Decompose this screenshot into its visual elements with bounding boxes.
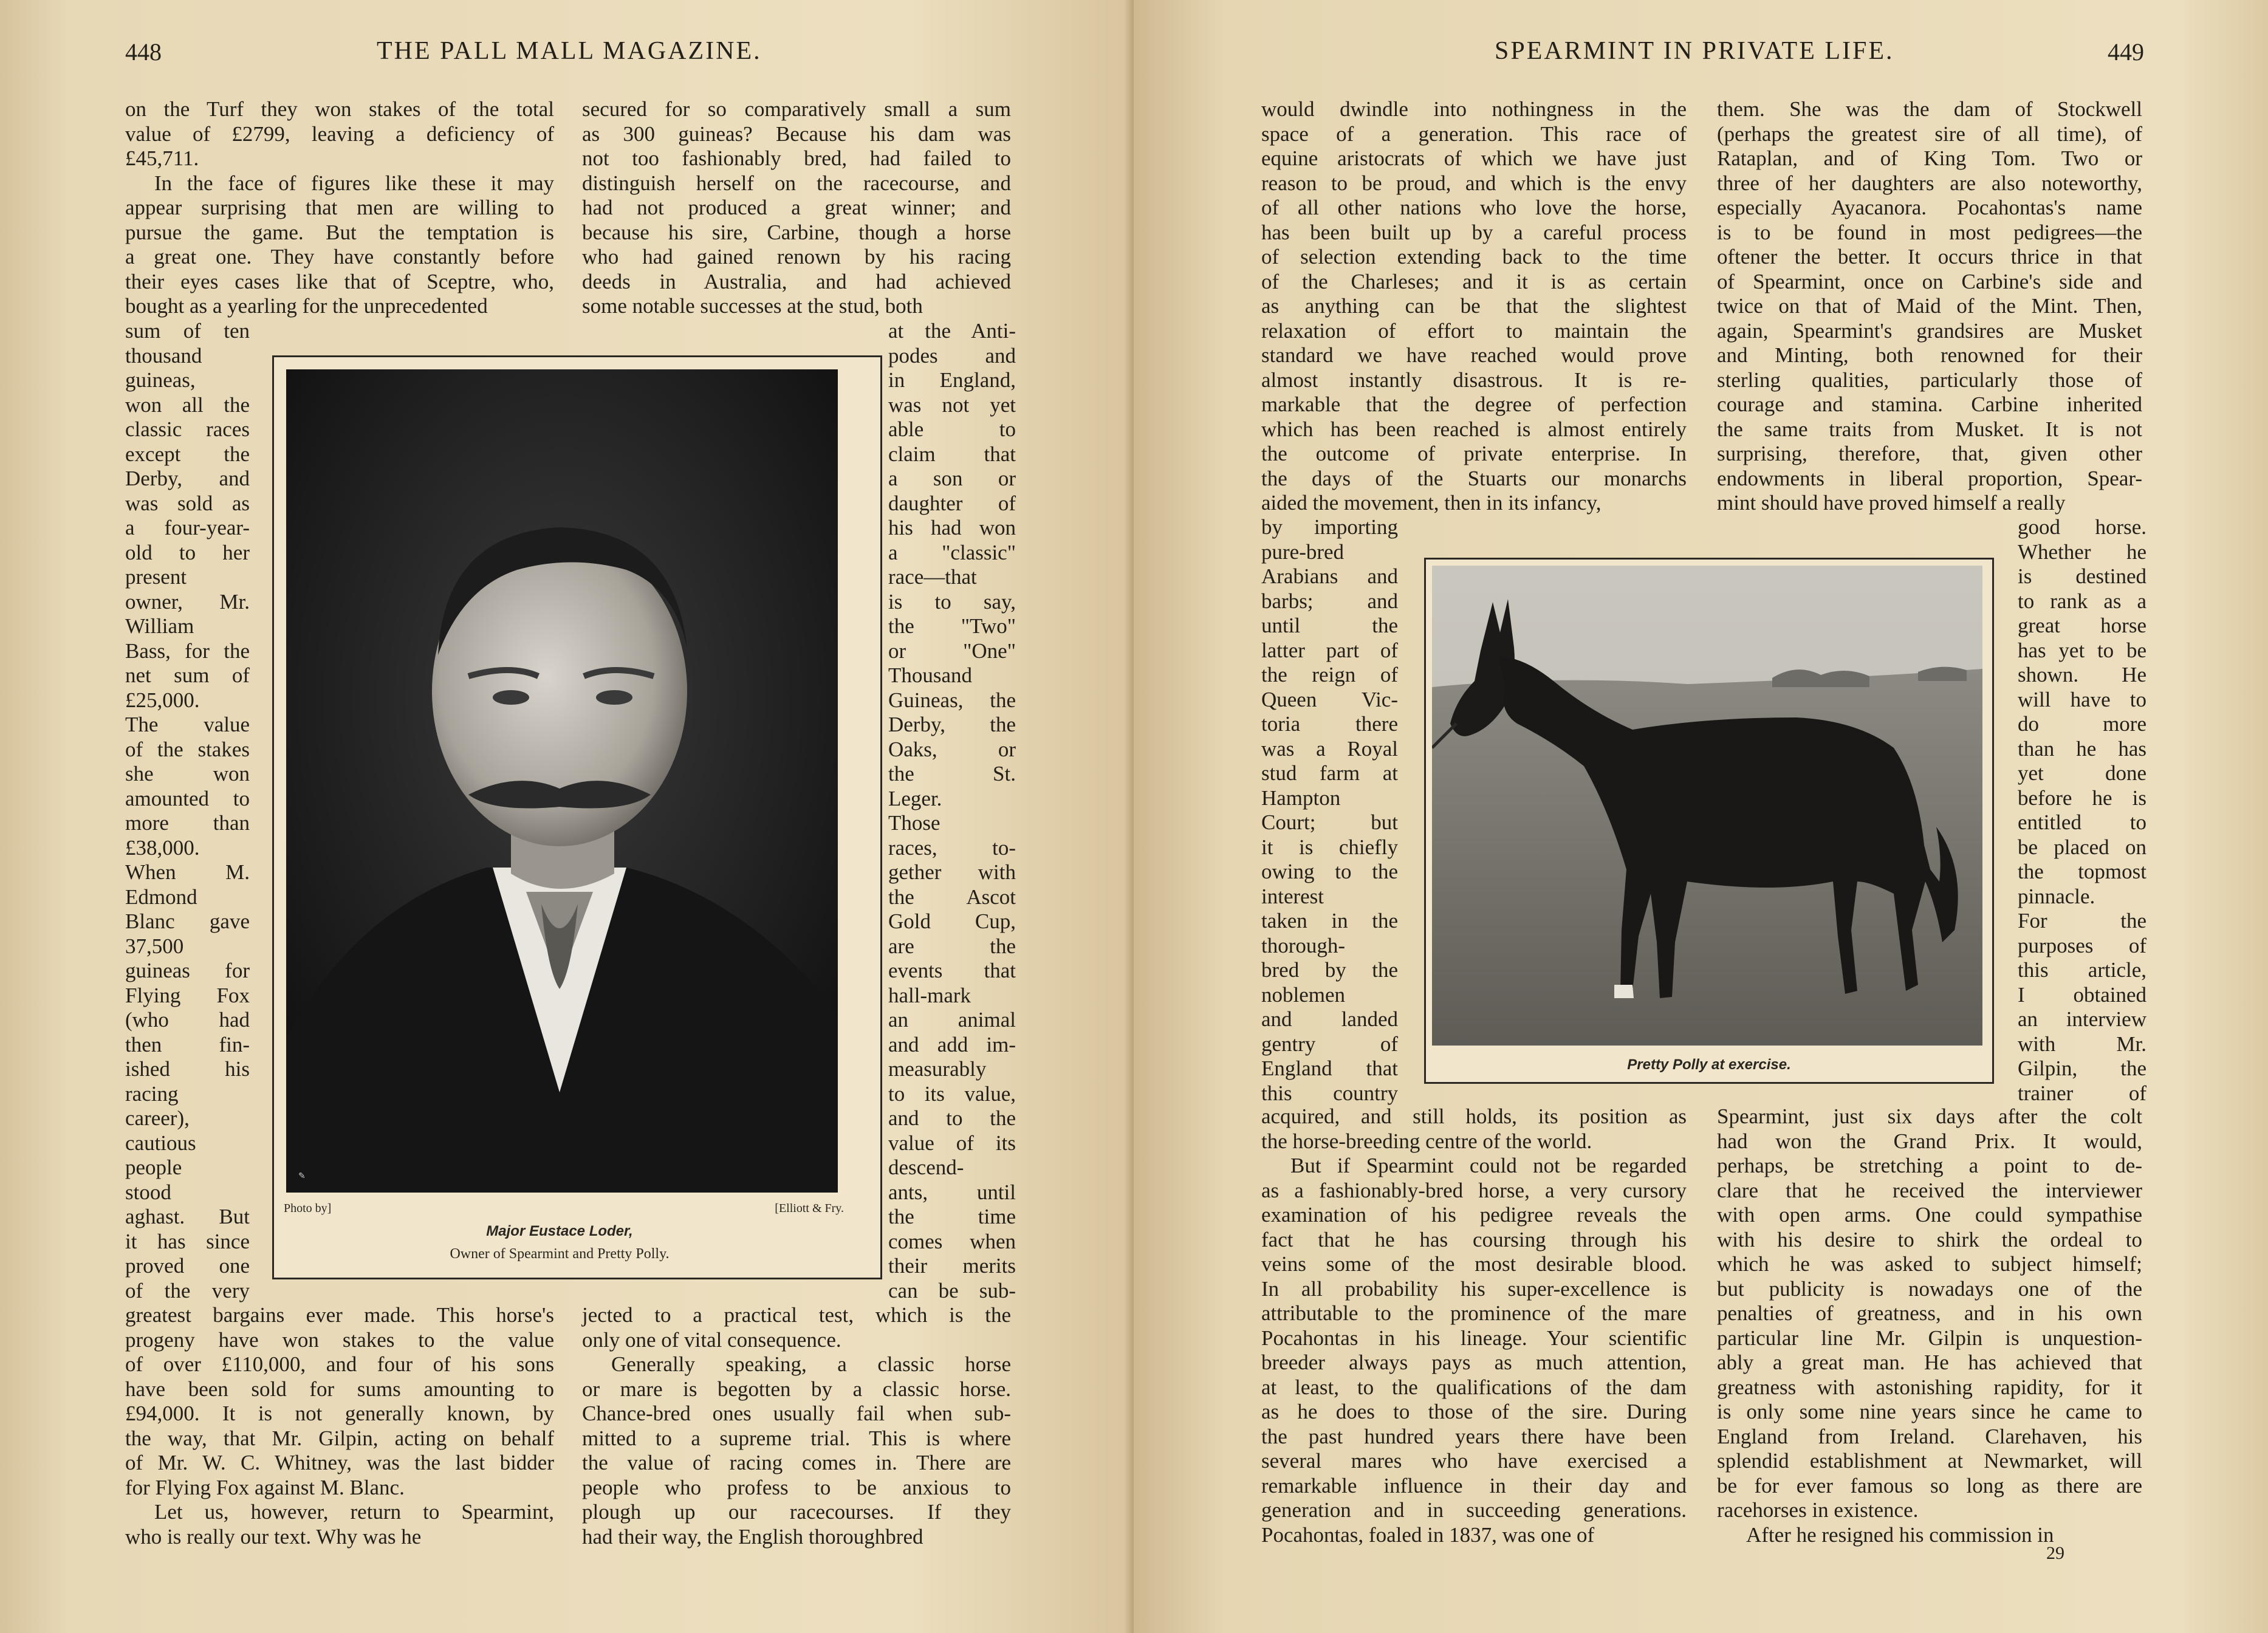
text-line: mitted to a supreme trial. This is where [582, 1426, 1011, 1450]
portrait-photo [286, 369, 838, 1193]
text-line: at least, to the qualifications of the dam [1261, 1375, 1687, 1399]
text-line: oftener the better. It occurs thrice in that [1717, 245, 2142, 269]
text-line: is to say, [888, 589, 1016, 614]
text-line: especially Ayacanora. Pocahontas's name [1717, 196, 2142, 219]
text-line: the past hundred years there have been [1261, 1424, 1687, 1448]
text-line: splendid establishment at Newmarket, will [1717, 1449, 2142, 1473]
text-line: had won the Grand Prix. It would, [1717, 1129, 2142, 1153]
text-line: but publicity is nowadays one of the [1717, 1276, 2142, 1301]
text-line: Thousand [888, 663, 973, 687]
text-line: hall-mark [888, 983, 971, 1007]
text-line: twice on that of Maid of the Mint. Then, [1717, 294, 2142, 318]
text-line: Court; but [1261, 810, 1398, 834]
text-line: relaxation of effort to maintain the [1261, 318, 1687, 343]
text-line: England that [1261, 1056, 1398, 1080]
text-line: guineas, [125, 368, 196, 392]
running-head-right: SPEARMINT IN PRIVATE LIFE. [1495, 37, 1894, 65]
left-col2-wrap [888, 319, 1016, 1303]
text-line: it has since [125, 1229, 250, 1253]
text-line: which he was asked to subject himself; [1717, 1252, 2142, 1276]
text-line: had not produced a great winner; and [582, 196, 1011, 219]
right-col1-top [1261, 97, 1687, 516]
text-line: for Flying Fox against M. Blanc. [125, 1475, 405, 1499]
text-line: cautious [125, 1131, 196, 1155]
text-line: almost instantly disastrous. It is re- [1261, 368, 1687, 392]
text-line: and Minting, both renowned for their [1717, 343, 2142, 367]
text-line: Gilpin, the [2018, 1056, 2146, 1080]
text-line: thorough- [1261, 933, 1346, 957]
text-line: examination of his pedigree reveals the [1261, 1203, 1687, 1227]
text-line: their eyes cases like that of Sceptre, who, [125, 269, 554, 293]
text-line: present [125, 565, 187, 589]
text-line: of the Charleses; and it is as certain [1261, 269, 1687, 293]
text-line: of over £110,000, and four of his sons [125, 1352, 554, 1376]
text-line: the days of the Stuarts our monarchs [1261, 466, 1687, 490]
text-line: old to her [125, 540, 250, 564]
text-line: then fin- [125, 1032, 250, 1056]
text-line: courage and stamina. Carbine inherited [1717, 392, 2142, 416]
text-line: of Spearmint, once on Carbine's side and [1717, 269, 2142, 293]
text-line: particular line Mr. Gilpin is unquestion- [1717, 1326, 2142, 1350]
text-line: appear surprising that men are willing to [125, 196, 554, 219]
text-line: several mares who have exercised a [1261, 1449, 1687, 1473]
text-line: this article, [2018, 958, 2146, 982]
text-line: Rataplan, and of King Tom. Two or [1717, 146, 2142, 170]
text-line: to its value, [888, 1081, 1016, 1106]
text-line: penalties of greatness, and in his own [1717, 1301, 2142, 1325]
text-line: the horse-breeding centre of the world. [1261, 1129, 1592, 1153]
text-line: acquired, and still holds, its position as [1261, 1104, 1687, 1128]
text-line: clare that he received the interviewer [1717, 1178, 2142, 1202]
text-line: Let us, however, return to Spearmint, [154, 1500, 554, 1524]
text-line: 37,500 [125, 934, 184, 958]
text-line: Generally speaking, a classic horse [611, 1352, 1011, 1376]
running-head-left: THE PALL MALL MAGAZINE. [377, 37, 762, 65]
text-line: Arabians and [1261, 564, 1398, 588]
page-number-right: 449 [2108, 38, 2144, 66]
text-line: £94,000. It is not generally known, by [125, 1402, 554, 1425]
text-line: trainer of [2018, 1081, 2146, 1105]
text-line: stud farm at [1261, 761, 1398, 785]
text-line: yet done [2018, 761, 2146, 785]
text-line: in England, [888, 368, 1016, 392]
text-line: not too fashionably bred, had failed to [582, 146, 1011, 170]
text-line: will have to [2018, 687, 2146, 711]
text-line: have been sold for sums amounting to [125, 1377, 554, 1401]
text-line: value of its [888, 1131, 1016, 1155]
text-line: an interview [2018, 1007, 2146, 1031]
text-line: pinnacle. [2018, 884, 2095, 908]
text-line: amounted to [125, 786, 250, 810]
horse-figure [1432, 566, 1982, 1046]
text-line: was a Royal [1261, 736, 1398, 761]
text-line: Whether he [2018, 539, 2146, 564]
text-line: Bass, for the [125, 638, 250, 663]
text-line: greatness with astonishing rapidity, for it [1717, 1375, 2142, 1399]
text-line: But if Spearmint could not be regarded [1290, 1154, 1687, 1177]
text-line: some notable successes at the stud, both [582, 294, 923, 318]
text-line: the St. [888, 762, 1016, 786]
text-line: the value of racing comes in. There are [582, 1451, 1011, 1474]
text-line: Blanc gave [125, 909, 250, 933]
text-line: aided the movement, then in its infancy, [1261, 491, 1602, 515]
text-line: Chance-bred ones usually fail when sub- [582, 1402, 1011, 1425]
text-line: ably a great man. He has achieved that [1717, 1351, 2142, 1374]
text-line: can be sub- [888, 1278, 1016, 1303]
text-line: who had gained renown by his racing [582, 245, 1011, 269]
text-line: would dwindle into nothingness in the [1261, 97, 1687, 121]
text-line: is to be found in most pedigrees—the [1717, 220, 2142, 244]
text-line: Those [888, 811, 940, 835]
text-line: who is really our text. Why was he [125, 1524, 422, 1549]
text-line: ished his [125, 1057, 250, 1081]
text-line: latter part of [1261, 638, 1398, 662]
text-line: daughter of [888, 491, 1016, 515]
text-line: owner, Mr. [125, 589, 250, 614]
text-line: Edmond [125, 885, 197, 909]
text-line: of Mr. W. C. Whitney, was the last bidder [125, 1451, 554, 1474]
right-col1-bottom [1261, 1104, 1687, 1547]
text-line: of the stakes [125, 737, 250, 761]
text-line: distinguish herself on the racecourse, and [582, 171, 1011, 195]
text-line: a "classic" [888, 540, 1016, 564]
text-line: thousand [125, 343, 202, 368]
text-line: The value [125, 713, 250, 736]
photo-credit-right: [Elliott & Fry. [775, 1202, 844, 1215]
text-line: guineas for [125, 959, 250, 982]
text-line: the Ascot [888, 885, 1016, 909]
text-line: people [125, 1155, 182, 1179]
text-line: a son or [888, 467, 1016, 490]
text-line: do more [2018, 712, 2146, 736]
text-line: space of a generation. This race of [1261, 122, 1687, 146]
text-line: an animal [888, 1008, 1016, 1032]
text-line: sum of ten [125, 319, 250, 343]
text-line: racehorses in existence. [1717, 1498, 1919, 1522]
text-line: his had won [888, 516, 1016, 539]
text-line: the same traits from Musket. It is not [1717, 417, 2142, 441]
text-line: Spearmint, just six days after the colt [1717, 1104, 2142, 1128]
text-line: remarkable influence in their day and [1261, 1473, 1687, 1498]
text-line: barbs; and [1261, 589, 1398, 613]
text-line: great horse [2018, 614, 2146, 637]
text-line: races, to- [888, 835, 1016, 860]
text-line: their merits [888, 1254, 1016, 1278]
text-line: the "Two" [888, 614, 1016, 638]
text-line: bought as a yearling for the unprecedented [125, 294, 488, 318]
text-line: measurably [888, 1057, 987, 1081]
right-col2-top [1717, 97, 2142, 516]
text-line: on the Turf they won stakes of the total [125, 97, 554, 121]
text-line: jected to a practical test, which is the [582, 1303, 1011, 1327]
text-line: noblemen [1261, 982, 1346, 1007]
portrait-figure [286, 369, 838, 1193]
text-line: was not yet [888, 392, 1016, 417]
text-line: In all probability his super-excellence is [1261, 1276, 1687, 1301]
text-line: which has been reached is almost entirely [1261, 417, 1687, 441]
text-line: because his sire, Carbine, though a horse [582, 220, 1011, 244]
text-line: Leger. [888, 786, 942, 810]
text-line: only one of vital consequence. [582, 1327, 841, 1352]
text-line: racing [125, 1081, 179, 1106]
text-line: perhaps, be stretching a point to de- [1717, 1154, 2142, 1177]
text-line: Hampton [1261, 786, 1341, 810]
text-line: at the Anti- [888, 319, 1016, 343]
text-line: classic races [125, 417, 250, 441]
text-line: people who profess to be anxious to [582, 1475, 1011, 1499]
text-line: standard we have reached would prove [1261, 343, 1687, 367]
text-line: claim that [888, 442, 1016, 466]
text-line: as a fashionably-bred horse, a very cursory [1261, 1178, 1687, 1202]
text-line: won all the [125, 392, 250, 417]
text-line: Pocahontas in his lineage. Your scientific [1261, 1326, 1687, 1350]
left-col1-top [125, 97, 554, 319]
text-line: it is chiefly [1261, 835, 1398, 859]
left-col1-bottom [125, 1303, 554, 1549]
text-line: be placed on [2018, 835, 2146, 859]
left-col2-bottom [582, 1303, 1011, 1549]
text-line: had their way, the English thoroughbred [582, 1524, 923, 1549]
text-line: Pocahontas, foaled in 1837, was one of [1261, 1522, 1595, 1547]
text-line: shown. He [2018, 663, 2146, 686]
text-line: this country [1261, 1081, 1398, 1105]
text-line: and landed [1261, 1007, 1398, 1031]
text-line: In the face of figures like these it may [154, 171, 554, 195]
text-line: After he resigned his commission in [1746, 1522, 2054, 1547]
text-line: Gold Cup, [888, 909, 1016, 933]
text-line: Derby, and [125, 467, 250, 490]
text-line: of selection extending back to the time [1261, 245, 1687, 269]
text-line: mint should have proved himself a really [1717, 491, 2066, 515]
text-line: events that [888, 959, 1016, 982]
text-line: endowments in liberal proportion, Spear- [1717, 466, 2142, 490]
text-line: the reign of [1261, 663, 1398, 686]
text-line: again, Spearmint's grandsires are Musket [1717, 318, 2142, 343]
text-line: or "One" [888, 638, 1016, 663]
text-line: and to the [888, 1106, 1016, 1130]
text-line: generation and in succeeding generations. [1261, 1498, 1687, 1522]
text-line: pure-bred [1261, 539, 1345, 564]
text-line: race—that [888, 565, 977, 589]
text-line: plough up our racecourses. If they [582, 1500, 1011, 1524]
text-line: aghast. But [125, 1205, 250, 1228]
text-line: bred by the [1261, 958, 1398, 982]
text-line: gether with [888, 860, 1016, 884]
text-line: comes when [888, 1229, 1016, 1253]
text-line: has been built up by a careful process [1261, 220, 1687, 244]
right-col1-wrap [1261, 515, 1398, 1106]
text-line: before he is [2018, 786, 2146, 810]
text-line: a great one. They have constantly before [125, 245, 554, 269]
horse-plate [1424, 558, 1994, 1084]
text-line: by importing [1261, 515, 1398, 539]
horse-photo [1432, 566, 1982, 1046]
text-line: taken in the [1261, 909, 1398, 933]
text-line: a four-year- [125, 516, 250, 539]
text-line: or mare is begotten by a classic horse. [582, 1377, 1011, 1401]
engraver-mark: ✎ [298, 1172, 306, 1181]
signature-mark: 29 [2046, 1543, 2064, 1563]
page-number-left: 448 [125, 38, 162, 66]
text-line: breeder always pays as much attention, [1261, 1351, 1687, 1374]
text-line: secured for so comparatively small a sum [582, 97, 1011, 121]
text-line: the way, that Mr. Gilpin, acting on behalf [125, 1426, 554, 1450]
text-line: be for ever famous so long as there are [1717, 1473, 2142, 1498]
text-line: William [125, 614, 194, 638]
text-line: Queen Vic- [1261, 687, 1398, 711]
photo-credit-left: Photo by] [284, 1202, 332, 1215]
text-line: veins some of the most desirable blood. [1261, 1252, 1687, 1276]
text-line: podes and [888, 343, 1016, 368]
text-line: equine aristocrats of which we have just [1261, 146, 1687, 170]
text-line: was sold as [125, 491, 250, 515]
text-line: she won [125, 762, 250, 786]
text-line: ants, until [888, 1180, 1016, 1204]
text-line: interest [1261, 884, 1324, 908]
right-col2-wrap [2018, 515, 2146, 1106]
text-line: (who had [125, 1008, 250, 1032]
text-line: the topmost [2018, 860, 2146, 883]
text-line: able to [888, 417, 1016, 441]
horse-caption: Pretty Polly at exercise. [1627, 1056, 1791, 1073]
text-line: net sum of [125, 663, 250, 687]
text-line: of the very [125, 1278, 250, 1303]
text-line: with Mr. [2018, 1032, 2146, 1056]
text-line: England from Ireland. Clarehaven, his [1717, 1424, 2142, 1448]
text-line: as anything can be that the slightest [1261, 294, 1687, 318]
text-line: (perhaps the greatest sire of all time), of [1717, 122, 2142, 146]
text-line: of all other nations who love the horse, [1261, 196, 1687, 219]
text-line: Guineas, the [888, 688, 1016, 712]
text-line: I obtained [2018, 982, 2146, 1007]
text-line: stood [125, 1180, 171, 1204]
text-line: reason to be proud, and which is the envy [1261, 171, 1687, 195]
text-line: greatest bargains ever made. This horse's [125, 1303, 554, 1327]
text-line: Flying Fox [125, 983, 250, 1007]
text-line: them. She was the dam of Stockwell [1717, 97, 2142, 121]
text-line: is destined [2018, 564, 2146, 588]
text-line: are the [888, 934, 1016, 958]
text-line: fact that he has coursing through his [1261, 1227, 1687, 1251]
left-col1-wrap [125, 319, 250, 1303]
text-line: When M. [125, 860, 250, 884]
text-line: toria there [1261, 712, 1398, 736]
text-line: gentry of [1261, 1032, 1398, 1056]
text-line: entitled to [2018, 810, 2146, 834]
text-line: has yet to be [2018, 638, 2146, 662]
text-line: until the [1261, 614, 1398, 637]
text-line: deeds in Australia, and had achieved [582, 269, 1011, 293]
text-line: markable that the degree of perfection [1261, 392, 1687, 416]
text-line: descend- [888, 1155, 964, 1179]
text-line: progeny have won stakes to the value [125, 1327, 554, 1352]
text-line: good horse. [2018, 515, 2146, 539]
text-line: £38,000. [125, 835, 200, 860]
text-line: with his desire to shirk the ordeal to [1717, 1227, 2142, 1251]
text-line: is only some nine years since he came to [1717, 1400, 2142, 1423]
text-line: three of her daughters are also noteworthy, [1717, 171, 2142, 195]
text-line: £25,000. [125, 688, 200, 712]
text-line: the time [888, 1205, 1016, 1228]
portrait-plate [272, 355, 882, 1279]
text-line: £45,711. [125, 146, 199, 170]
text-line: except the [125, 442, 250, 466]
text-line: attributable to the prominence of the mare [1261, 1301, 1687, 1325]
text-line: with open arms. One could sympathise [1717, 1203, 2142, 1227]
text-line: more than [125, 811, 250, 835]
text-line: career), [125, 1106, 190, 1130]
text-line: For the [2018, 909, 2146, 933]
text-line: and add im- [888, 1032, 1016, 1056]
right-col2-bottom [1717, 1104, 2142, 1547]
text-line: Oaks, or [888, 737, 1016, 761]
text-line: owing to the [1261, 860, 1398, 883]
portrait-caption-sub: Owner of Spearmint and Pretty Polly. [450, 1246, 670, 1262]
text-line: Derby, the [888, 713, 1016, 736]
text-line: sterling qualities, particularly those of [1717, 368, 2142, 392]
text-line: as 300 guineas? Because his dam was [582, 122, 1011, 146]
text-line: value of £2799, leaving a deficiency of [125, 122, 554, 146]
portrait-caption-title: Major Eustace Loder, [486, 1223, 633, 1239]
text-line: pursue the game. But the temptation is [125, 220, 554, 244]
right-page [1134, 0, 2268, 1633]
text-line: to rank as a [2018, 589, 2146, 613]
text-line: the outcome of private enterprise. In [1261, 442, 1687, 465]
text-line: surprising, therefore, that, given other [1717, 442, 2142, 465]
text-line: than he has [2018, 736, 2146, 761]
text-line: proved one [125, 1254, 250, 1278]
left-col2-top [582, 97, 1011, 319]
text-line: purposes of [2018, 933, 2146, 957]
text-line: as he does to those of the sire. During [1261, 1400, 1687, 1423]
